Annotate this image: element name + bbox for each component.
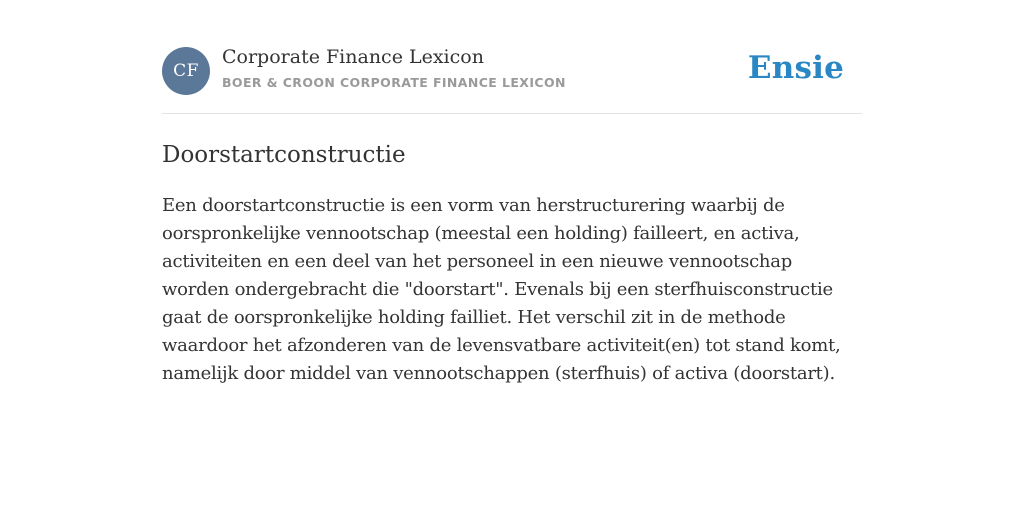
card-header xyxy=(162,40,862,114)
lexicon-title[interactable]: Corporate Finance Lexicon xyxy=(222,46,484,68)
lexicon-subtitle: BOER & CROON CORPORATE FINANCE LEXICON xyxy=(222,75,566,90)
lexicon-card xyxy=(162,40,862,388)
lexicon-avatar[interactable]: CF xyxy=(162,47,210,95)
term-definition: Een doorstartconstructie is een vorm van herstructurering waarbij de oorspronkelijke vennootschap (meestal een holding) failleert, en activa, activiteiten en een deel van het personeel in een nieuwe vennootschap worden ondergebracht die "doorstart". Evenals bij een sterfhuisconstructie gaat de oorspronkelijke holding failliet. Het verschil zit in de methode waardoor het afzonderen van de levensvatbare activiteit(en) tot stand komt, namelijk door middel van vennootschappen (sterfhuis) of activa (doorstart). xyxy=(162,195,841,384)
ensie-logo[interactable]: Ensie xyxy=(747,50,844,86)
term-title: Doorstartconstructie xyxy=(162,142,406,168)
